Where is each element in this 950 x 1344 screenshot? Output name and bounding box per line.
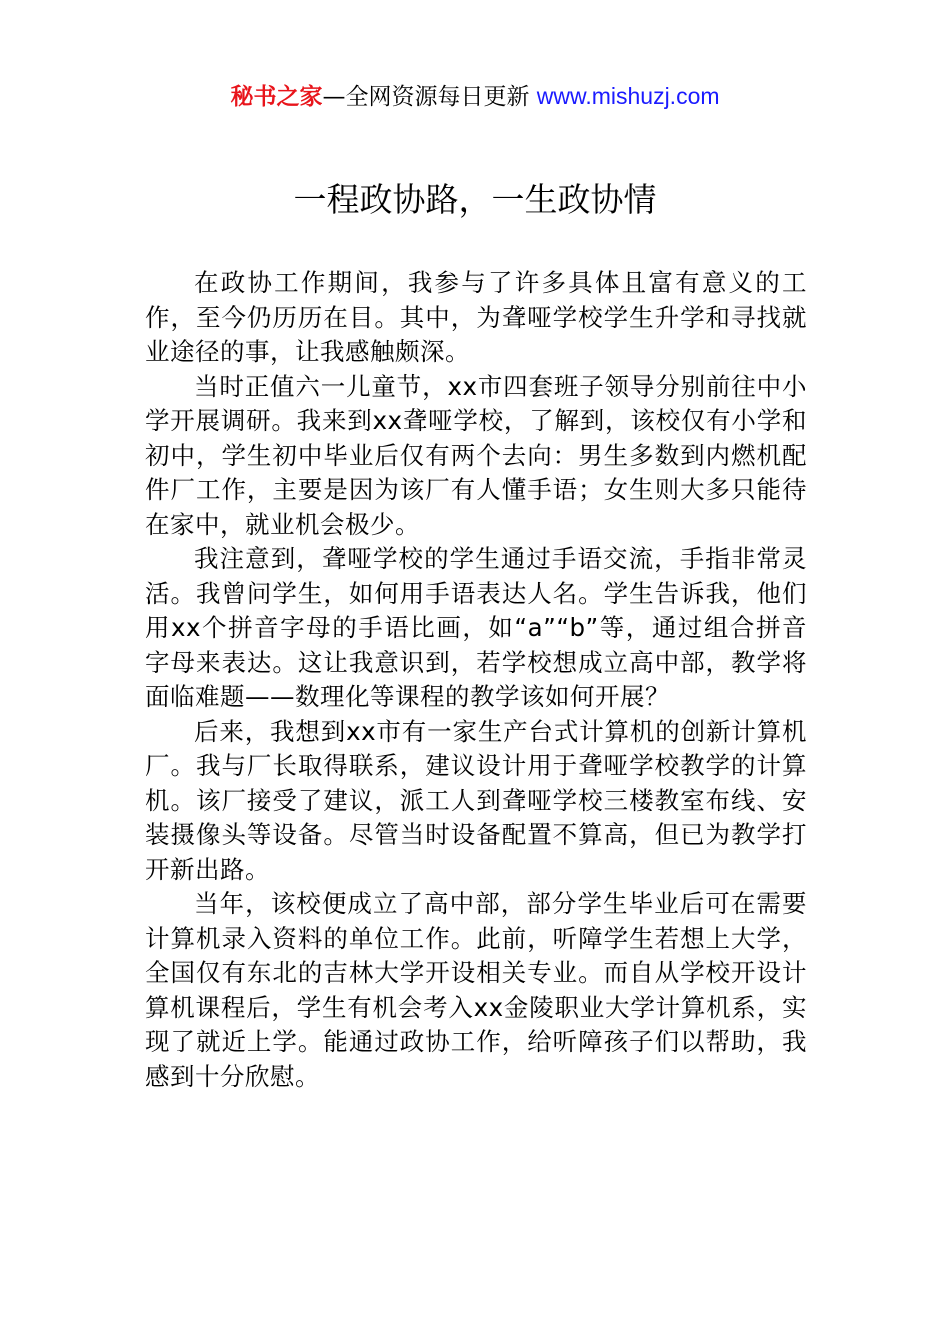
site-tagline: —全网资源每日更新 — [322, 84, 537, 110]
paragraph: 在政协工作期间，我参与了许多具体且富有意义的工作，至今仍历历在目。其中，为聋哑学校学生升学和寻找就业途径的事，让我感触颇深。 — [145, 268, 807, 366]
document-body — [145, 266, 807, 1094]
paragraph: 当时正值六一儿童节，xx市四套班子领导分别前往中小学开展调研。我来到xx聋哑学校，了解到，该校仅有小学和初中，学生初中毕业后仅有两个去向：男生多数到内燃机配件厂工作，主要是因为该厂有人懂手语；女生则大多只能待在家中，就业机会极少。 — [145, 371, 807, 539]
paragraph: 我注意到，聋哑学校的学生通过手语交流，手指非常灵活。我曾问学生，如何用手语表达人名。学生告诉我，他们用xx个拼音字母的手语比画，如“a”“b”等，通过组合拼音字母来表达。这让我意识到，若学校想成立高中部，教学将面临难题——数理化等课程的教学该如何开展？ — [145, 544, 807, 711]
document-title: 一程政协路，一生政协情 — [293, 180, 657, 219]
paragraph: 后来，我想到xx市有一家生产台式计算机的创新计算机厂。我与厂长取得联系，建议设计用于聋哑学校教学的计算机。该厂接受了建议，派工人到聋哑学校三楼教室布线、安装摄像头等设备。尽管当时设备配置不算高，但已为教学打开新出路。 — [145, 716, 807, 884]
site-header — [0, 80, 950, 113]
paragraph: 当年，该校便成立了高中部，部分学生毕业后可在需要计算机录入资料的单位工作。此前，听障学生若想上大学，全国仅有东北的吉林大学开设相关专业。而自从学校开设计算机课程后，学生有机会考入xx金陵职业大学计算机系，实现了就近上学。能通过政协工作，给听障孩子们以帮助，我感到十分欣慰。 — [145, 889, 807, 1091]
site-url-link[interactable]: www.mishuzj.com — [536, 83, 720, 109]
brand-name: 秘书之家 — [230, 84, 323, 110]
